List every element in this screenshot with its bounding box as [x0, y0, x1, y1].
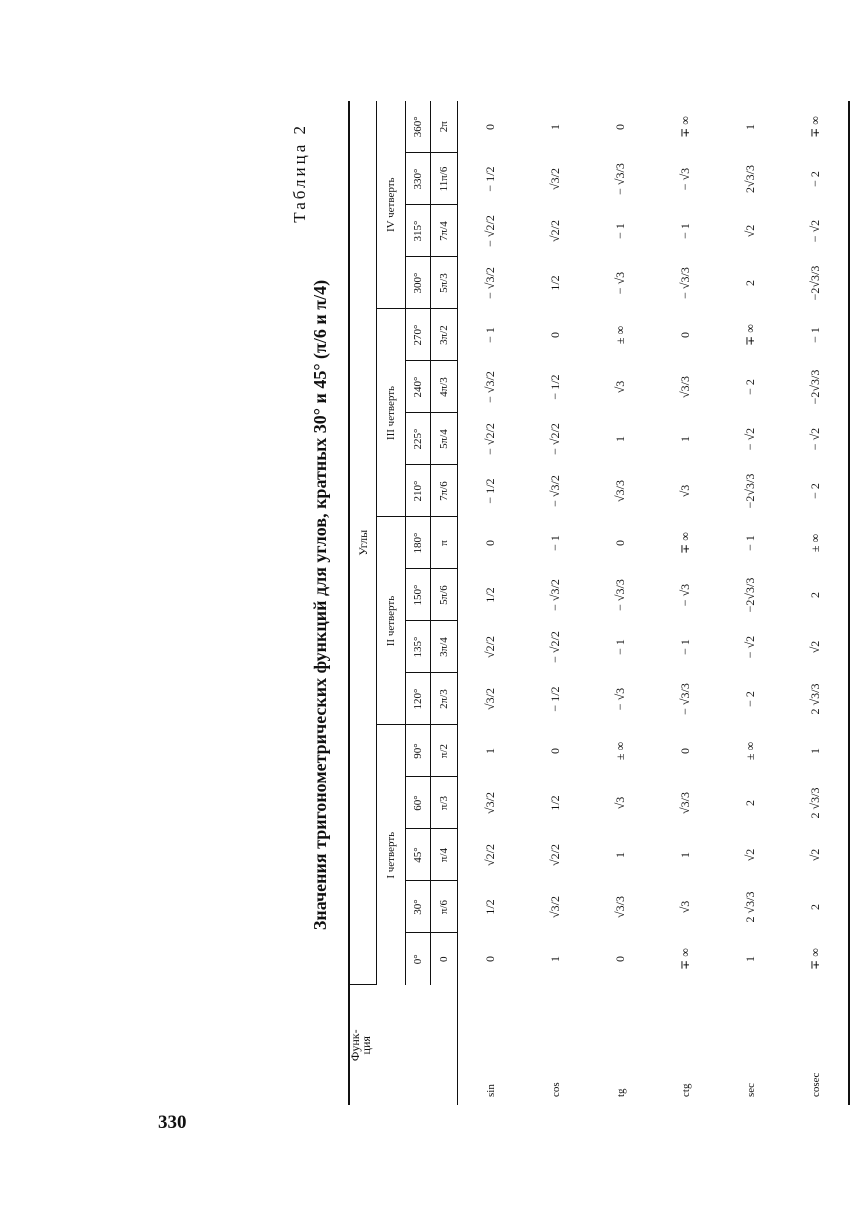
value-cell: √2/2 [483, 636, 497, 658]
table-caption: Значения тригонометрических функций для углов, кратных 30° и 45° (π/6 и π/4) [310, 279, 330, 931]
degree-header-cell: 135° [406, 621, 431, 673]
function-header [349, 985, 458, 1105]
value-cell: − 1/2 [483, 478, 497, 504]
radian-header-cell: 5π/6 [431, 569, 458, 621]
value-cell: − √3/3 [613, 579, 627, 611]
value-cell: 1/2 [548, 275, 562, 291]
value-cell: − √2/2 [548, 631, 562, 663]
value-cell: 2 [743, 280, 757, 286]
table-row-ctg [653, 101, 718, 1105]
value-cell: − √3 [613, 687, 627, 711]
value-cell: √2 [743, 848, 757, 862]
value-cell: − √2 [743, 427, 757, 451]
function-header-line1: Функ- [348, 1029, 362, 1062]
value-cell: − 1 [548, 535, 562, 551]
value-cell: √3/3 [613, 480, 627, 502]
value-cell: √2 [808, 848, 822, 862]
degree-header-cell: 150° [406, 569, 431, 621]
degree-header-cell: 180° [406, 517, 431, 569]
value-cell: √2/2 [483, 844, 497, 866]
value-cell: − √2 [743, 635, 757, 659]
value-cell: √3 [613, 380, 627, 394]
value-cell: − 2 [743, 691, 757, 707]
value-cell: √3/3 [678, 792, 692, 814]
value-cell: √3/3 [678, 376, 692, 398]
value-cell: ∓ ∞ [678, 532, 692, 554]
trig-table [348, 101, 850, 1105]
value-cell: −2√3/3 [743, 473, 757, 509]
radian-header-cell: 7π/4 [431, 205, 458, 257]
value-cell: √3/2 [483, 688, 497, 710]
value-cell: − 1 [678, 223, 692, 239]
value-cell: ∓ ∞ [678, 116, 692, 138]
value-cell: − √3/3 [678, 267, 692, 299]
value-cell: 1 [743, 124, 757, 130]
function-header-line2: ция [359, 1036, 373, 1055]
value-cell: 0 [613, 956, 627, 962]
value-cell: − 2 [808, 483, 822, 499]
value-cell: − √3/3 [678, 683, 692, 715]
value-cell: 2√3/3 [743, 165, 757, 193]
value-cell: 0 [613, 540, 627, 546]
table-row-cosec [783, 101, 849, 1105]
value-cell: 1/2 [483, 587, 497, 603]
radian-header-cell: 2π [431, 101, 458, 153]
value-cell: 2 [808, 592, 822, 598]
value-cell: ± ∞ [743, 741, 757, 761]
degree-header-cell: 315° [406, 205, 431, 257]
value-cell: ± ∞ [613, 741, 627, 761]
table-row-cos [523, 101, 588, 1105]
table-row-tg [588, 101, 653, 1105]
degree-header-cell: 210° [406, 465, 431, 517]
degree-header-cell: 0° [406, 933, 431, 985]
table-row-sin [458, 101, 524, 1105]
degree-header-cell: 360° [406, 101, 431, 153]
quarter-4-header: IV четверть [377, 101, 406, 309]
value-cell: 0 [678, 748, 692, 754]
value-cell: ± ∞ [613, 325, 627, 345]
value-cell: 1 [613, 852, 627, 858]
value-cell: − 1/2 [483, 166, 497, 192]
value-cell: − √3/2 [548, 579, 562, 611]
degree-header-cell: 240° [406, 361, 431, 413]
value-cell: √2/2 [548, 844, 562, 866]
radian-header-cell: 7π/6 [431, 465, 458, 517]
value-cell: 0 [483, 540, 497, 546]
value-cell: − 1/2 [548, 374, 562, 400]
value-cell: − √3 [678, 167, 692, 191]
value-cell: − √3/2 [483, 267, 497, 299]
value-cell: − 1 [483, 327, 497, 343]
value-cell: − √3 [613, 271, 627, 295]
radian-header-cell: 5π/3 [431, 257, 458, 309]
value-cell: √3/2 [548, 168, 562, 190]
value-cell: − √3/2 [548, 475, 562, 507]
value-cell: − √3/3 [613, 163, 627, 195]
value-cell: √3/2 [548, 896, 562, 918]
value-cell: 2 [808, 904, 822, 910]
value-cell: ∓ ∞ [808, 948, 822, 970]
function-name-cell: sec [744, 1082, 757, 1097]
value-cell: − √3/2 [483, 371, 497, 403]
degree-header-cell: 30° [406, 881, 431, 933]
value-cell: 0 [613, 124, 627, 130]
function-name-cell: cos [549, 1082, 562, 1097]
value-cell: − 1 [808, 327, 822, 343]
radian-header-cell: 3π/4 [431, 621, 458, 673]
degree-header-cell: 300° [406, 257, 431, 309]
table-label: Таблица 2 [290, 123, 309, 223]
quarter-1-header: I четверть [377, 725, 406, 985]
table-row-sec [718, 101, 783, 1105]
value-cell: − 1 [613, 223, 627, 239]
value-cell: 1 [743, 956, 757, 962]
value-cell: 1 [548, 956, 562, 962]
value-cell: ∓ ∞ [808, 116, 822, 138]
value-cell: − 1/2 [548, 686, 562, 712]
value-cell: − √2 [808, 427, 822, 451]
value-cell: − 2 [808, 171, 822, 187]
rotated-table-block [290, 105, 822, 1105]
value-cell: 2 √3/3 [743, 891, 757, 923]
value-cell: − 1 [743, 535, 757, 551]
value-cell: 0 [548, 748, 562, 754]
degree-header-cell: 330° [406, 153, 431, 205]
radian-header-cell: 3π/2 [431, 309, 458, 361]
quarter-2-header: II четверть [377, 517, 406, 725]
radian-header-cell: 11π/6 [431, 153, 458, 205]
radian-header-cell: 0 [431, 933, 458, 985]
value-cell: √3 [613, 796, 627, 810]
value-cell: √2/2 [548, 220, 562, 242]
radian-header-cell: π/2 [431, 725, 458, 777]
angles-header: Углы [349, 101, 377, 985]
value-cell: −2√3/3 [808, 265, 822, 301]
value-cell: ∓ ∞ [678, 948, 692, 970]
value-cell: 1 [613, 436, 627, 442]
degree-header-cell: 45° [406, 829, 431, 881]
value-cell: 1 [808, 748, 822, 754]
radian-header-cell: 2π/3 [431, 673, 458, 725]
value-cell: √3 [678, 484, 692, 498]
value-cell: − √3 [678, 583, 692, 607]
value-cell: 1 [483, 748, 497, 754]
radian-header-cell: 4π/3 [431, 361, 458, 413]
degree-header-cell: 120° [406, 673, 431, 725]
radian-header-cell: π/4 [431, 829, 458, 881]
value-cell: 2 √3/3 [808, 683, 822, 715]
value-cell: 1 [678, 436, 692, 442]
value-cell: −2√3/3 [808, 369, 822, 405]
value-cell: 1 [678, 852, 692, 858]
value-cell: − √2 [808, 219, 822, 243]
value-cell: 0 [483, 956, 497, 962]
function-name-cell: cosec [809, 1072, 822, 1097]
value-cell: ± ∞ [808, 533, 822, 553]
function-name-cell: ctg [679, 1083, 692, 1097]
value-cell: 1 [548, 124, 562, 130]
value-cell: 0 [678, 332, 692, 338]
degree-header-cell: 270° [406, 309, 431, 361]
value-cell: − 1 [678, 639, 692, 655]
function-name-cell: tg [614, 1088, 627, 1097]
quarter-3-header: III четверть [377, 309, 406, 517]
value-cell: √2 [743, 224, 757, 238]
value-cell: ∓ ∞ [743, 324, 757, 346]
value-cell: √3/2 [483, 792, 497, 814]
degree-header-cell: 90° [406, 725, 431, 777]
radian-header-cell: π/3 [431, 777, 458, 829]
value-cell: − 2 [743, 379, 757, 395]
degree-header-cell: 60° [406, 777, 431, 829]
radian-header-cell: π [431, 517, 458, 569]
function-name-cell: sin [484, 1084, 497, 1097]
value-cell: 2 √3/3 [808, 787, 822, 819]
value-cell: √2 [808, 640, 822, 654]
value-cell: √3 [678, 900, 692, 914]
value-cell: 2 [743, 800, 757, 806]
value-cell: √3/3 [613, 896, 627, 918]
value-cell: − √2/2 [483, 423, 497, 455]
value-cell: 1/2 [483, 899, 497, 915]
radian-header-cell: π/6 [431, 881, 458, 933]
value-cell: − √2/2 [483, 215, 497, 247]
value-cell: − 1 [613, 639, 627, 655]
page-number: 330 [158, 1112, 187, 1133]
degree-header-cell: 225° [406, 413, 431, 465]
radian-header-cell: 5π/4 [431, 413, 458, 465]
value-cell: 0 [548, 332, 562, 338]
value-cell: −2√3/3 [743, 577, 757, 613]
value-cell: − √2/2 [548, 423, 562, 455]
value-cell: 0 [483, 124, 497, 130]
value-cell: 1/2 [548, 795, 562, 811]
